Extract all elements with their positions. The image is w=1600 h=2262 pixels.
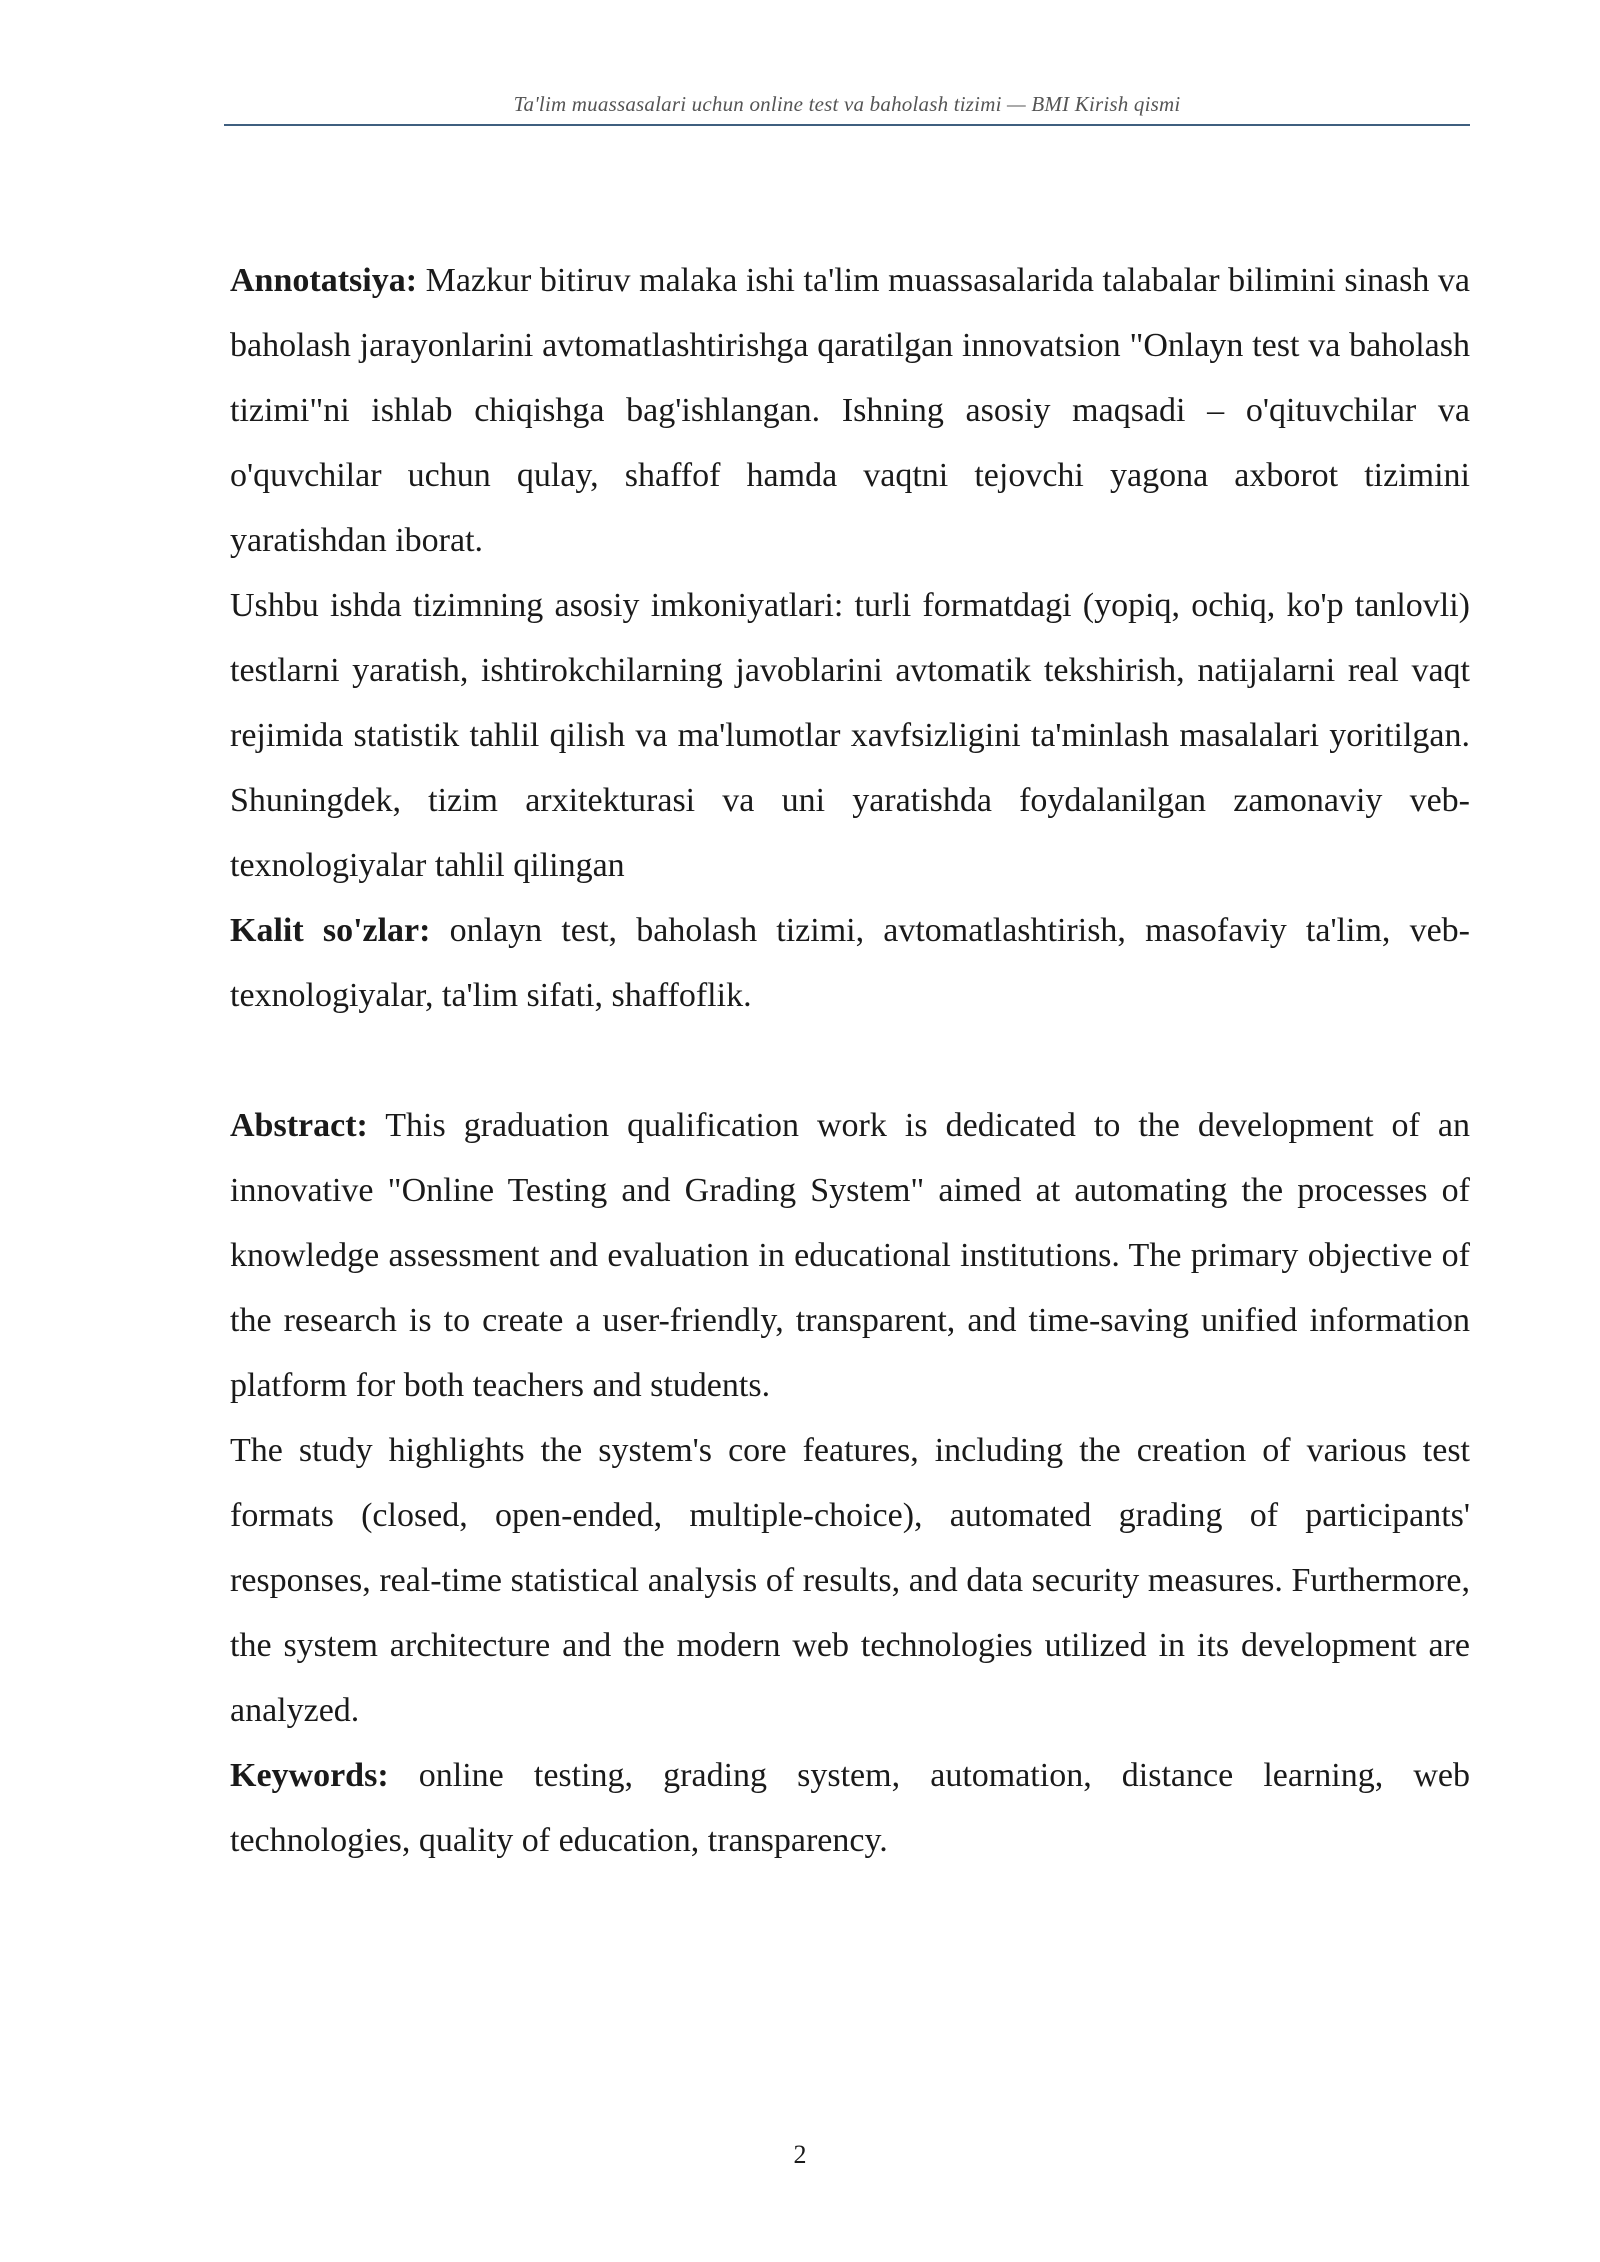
abstract-text: This graduation qualification work is dedicated to the development of an innovative "Online Testing and Grading System" aimed at automating the processes of knowledge assessment and evaluation in educational institutions. The primary objective of the research is to create a user-friendly, transparent, and time-saving unified information platform for both teachers and students. — [230, 1107, 1470, 1404]
annotation-paragraph — [230, 248, 1470, 573]
annotation-paragraph-2: Ushbu ishda tizimning asosiy imkoniyatlari: turli formatdagi (yopiq, ochiq, ko'p tanlovli) testlarni yaratish, ishtirokchilarning javoblarini avtomatik tekshirish, natijalarni real vaqt rejimida statistik tahlil qilish va ma'lumotlar xavfsizligini ta'minlash masalalari yoritilgan. Shuningdek, tizim arxitekturasi va uni yaratishda foydalanilgan zamonaviy veb-texnologiyalar tahlil qilingan — [230, 587, 1470, 884]
keywords-uz-paragraph — [230, 898, 1470, 1028]
page-number: 2 — [793, 2140, 807, 2169]
abstract-paragraph — [230, 1093, 1470, 1418]
keywords-en-text: online testing, grading system, automation, distance learning, web technologies, quality of education, transparency. — [230, 1757, 1470, 1859]
running-header: Ta'lim muassasalari uchun online test va baholash tizimi — BMI Kirish qismi — [513, 92, 1181, 116]
keywords-en-paragraph — [230, 1743, 1470, 1873]
section-spacer — [230, 1028, 1470, 1093]
annotation-text: Mazkur bitiruv malaka ishi ta'lim muassasalarida talabalar bilimini sinash va baholash jarayonlarini avtomatlashtirishga qaratilgan innovatsion "Onlayn test va baholash tizimi"ni ishlab chiqishga bag'ishlangan. Ishning asosiy maqsadi – o'qituvchilar va o'quvchilar uchun qulay, shaffof hamda vaqtni tejovchi yagona axborot tizimini yaratishdan iborat. — [230, 262, 1470, 559]
keywords-uz-text: onlayn test, baholash tizimi, avtomatlashtirish, masofaviy ta'lim, veb-texnologiyalar, ta'lim sifati, shaffoflik. — [230, 912, 1470, 1014]
keywords-uz-label: Kalit so'zlar: — [230, 912, 431, 949]
header-divider — [224, 124, 1470, 126]
keywords-en-label: Keywords: — [230, 1757, 389, 1794]
abstract-label: Abstract: — [230, 1107, 368, 1144]
document-body — [230, 248, 1470, 1873]
abstract-paragraph-2: The study highlights the system's core features, including the creation of various test formats (closed, open-ended, multiple-choice), automated grading of participants' responses, real-time statistical analysis of results, and data security measures. Furthermore, the system architecture and the modern web technologies utilized in its development are analyzed. — [230, 1432, 1470, 1729]
annotation-label: Annotatsiya: — [230, 262, 418, 299]
